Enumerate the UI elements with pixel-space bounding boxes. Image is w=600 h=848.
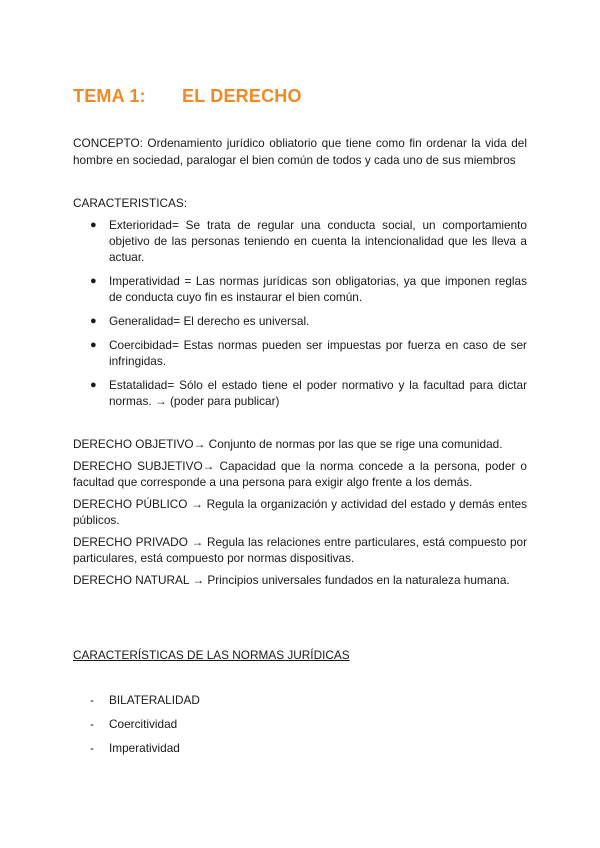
list-item — [73, 217, 527, 265]
bullet-icon: ● — [90, 315, 97, 327]
bullet-icon: ● — [90, 219, 97, 231]
list-item-text: Coercibidad= Estas normas pueden ser impuestas por fuerza en caso de ser infringidas. — [109, 338, 527, 368]
list-item — [73, 313, 527, 329]
list-item — [73, 273, 527, 305]
definition-paragraph: DERECHO OBJETIVO→ Conjunto de normas por las que se rige una comunidad. — [73, 437, 503, 451]
definition-paragraph: DERECHO SUBJETIVO→ Capacidad que la norma concede a la persona, poder o facultad que corresponde a una persona para exigir algo frente a los demás. — [73, 459, 527, 489]
list-item-text: BILATERALIDAD — [109, 693, 200, 707]
list-item — [73, 377, 527, 409]
definition-paragraph: DERECHO NATURAL → Principios universales fundados en la naturaleza humana. — [73, 573, 510, 587]
definition-paragraph: DERECHO PRIVADO → Regula las relaciones entre particulares, está compuesto por particulares, está compuesto por normas dispositivas. — [73, 535, 527, 565]
characteristics-list — [73, 217, 527, 417]
dash-icon: - — [90, 741, 94, 755]
list-item-text: Imperatividad — [109, 741, 180, 755]
list-item-text: Coercitividad — [109, 717, 178, 731]
title-number: TEMA 1: — [73, 86, 146, 106]
bullet-icon: ● — [90, 275, 97, 287]
characteristics-heading: CARACTERISTICAS: — [73, 196, 188, 210]
page-title — [73, 86, 302, 107]
dash-icon: - — [90, 693, 94, 707]
list-item-text: Imperatividad = Las normas jurídicas son obligatorias, ya que imponen reglas de conducta cuyo fin es instaurar el bien común. — [109, 274, 527, 304]
list-item — [73, 692, 200, 708]
dash-icon: - — [90, 717, 94, 731]
list-item-text: Generalidad= El derecho es universal. — [109, 314, 310, 328]
list-item — [73, 740, 200, 756]
definitions-section — [73, 436, 527, 594]
list-item-text: Estatalidad= Sólo el estado tiene el poder normativo y la facultad para dictar normas. → (poder para publicar) — [109, 378, 527, 408]
norms-list — [73, 692, 200, 764]
title-text: EL DERECHO — [182, 86, 302, 106]
concept-paragraph: CONCEPTO: Ordenamiento jurídico obliatorio que tiene como fin ordenar la vida del hombre en sociedad, paralogar el bien común de todos y cada uno de sus miembros — [73, 136, 527, 167]
bullet-icon: ● — [90, 379, 97, 391]
list-item-text: Exterioridad= Se trata de regular una conducta social, un comportamiento objetivo de las personas teniendo en cuenta la intencionalidad que les lleva a actuar. — [109, 218, 527, 264]
bullet-icon: ● — [90, 339, 97, 351]
list-item — [73, 716, 200, 732]
norms-heading: CARACTERÍSTICAS DE LAS NORMAS JURÍDICAS — [73, 648, 350, 662]
list-item — [73, 337, 527, 369]
definition-paragraph: DERECHO PÚBLICO → Regula la organización y actividad del estado y demás entes públicos. — [73, 497, 527, 527]
